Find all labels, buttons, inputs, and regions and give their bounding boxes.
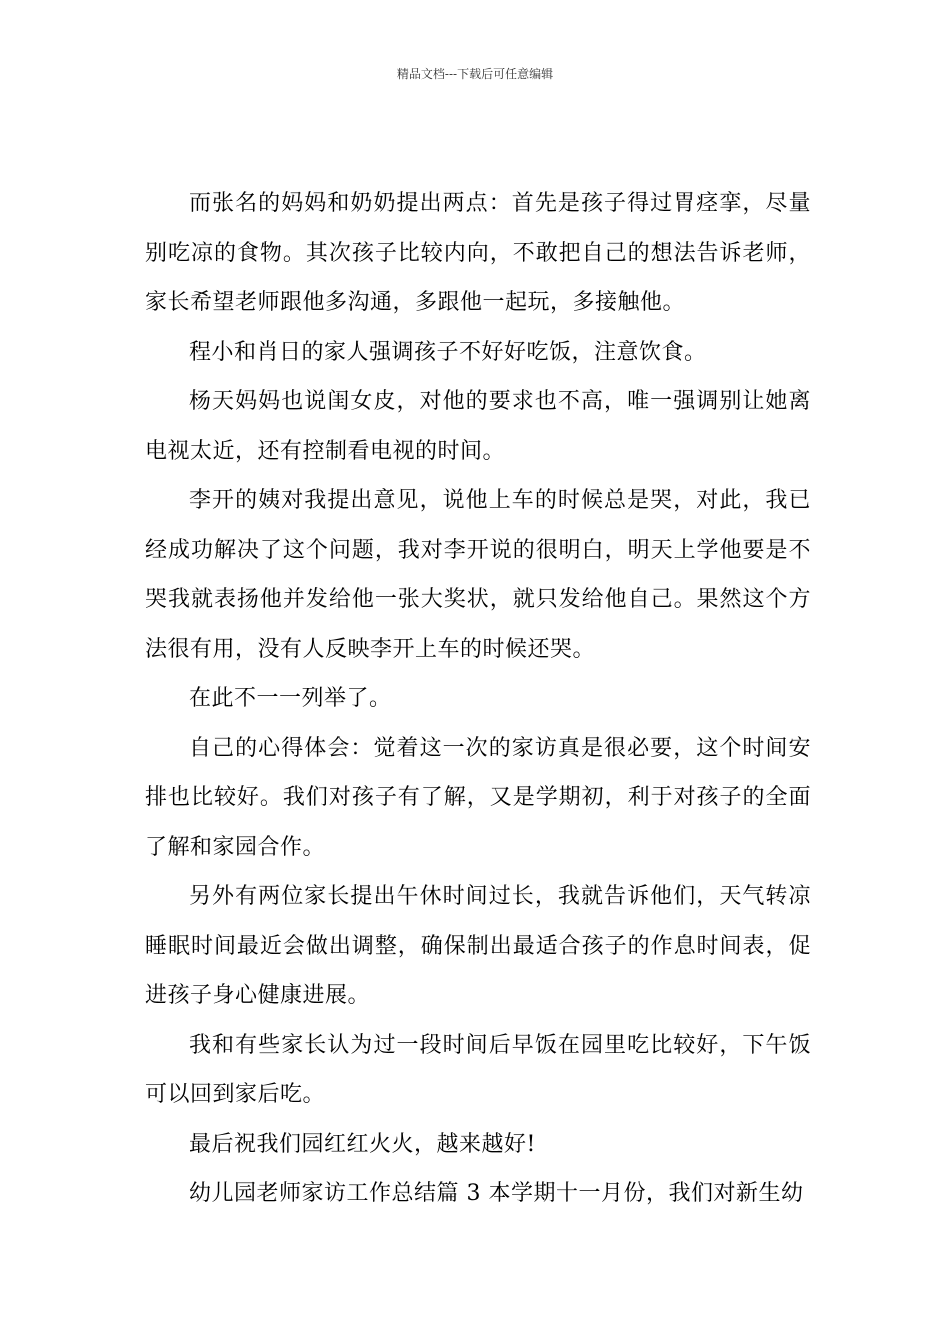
paragraph-6: 自己的心得体会：觉着这一次的家访真是很必要，这个时间安排也比较好。我们对孩子有了解，又是学期初，利于对孩子的全面了解和家园合作。: [145, 735, 811, 860]
paragraph-5: 在此不一一列举了。: [189, 686, 392, 711]
paragraph-8: 我和有些家长认为过一段时间后早饭在园里吃比较好，下午饭可以回到家后吃。: [145, 1032, 811, 1107]
paragraph-1: 而张名的妈妈和奶奶提出两点：首先是孩子得过胃痉挛，尽量别吃凉的食物。其次孩子比较内向，不敢把自己的想法告诉老师，家长希望老师跟他多沟通，多跟他一起玩，多接触他。: [145, 191, 811, 315]
paragraph-9: 最后祝我们园红红火火，越来越好!: [189, 1131, 536, 1157]
paragraph-10: 幼儿园老师家访工作总结篇 3 本学期十一月份，我们对新生幼: [189, 1181, 804, 1206]
page-header: 精品文档---下载后可任意编辑: [396, 67, 554, 81]
paragraph-7: 另外有两位家长提出午休时间过长，我就告诉他们，天气转凉睡眠时间最近会做出调整，确保制出最适合孩子的作息时间表，促进孩子身心健康进展。: [145, 884, 811, 1008]
paragraph-2: 程小和肖日的家人强调孩子不好好吃饭，注意饮食。: [189, 339, 707, 365]
paragraph-3: 杨天妈妈也说闺女皮，对他的要求也不高，唯一强调别让她离电视太近，还有控制看电视的时间。: [145, 389, 811, 464]
paragraph-4: 李开的姨对我提出意见，说他上车的时候总是哭，对此，我已经成功解决了这个问题，我对李开说的很明白，明天上学他要是不哭我就表扬他并发给他一张大奖状，就只发给他自己。果然这个方法很有用，没有人反映李开上车的时候还哭。: [145, 488, 811, 662]
document-body: [145, 179, 811, 1219]
